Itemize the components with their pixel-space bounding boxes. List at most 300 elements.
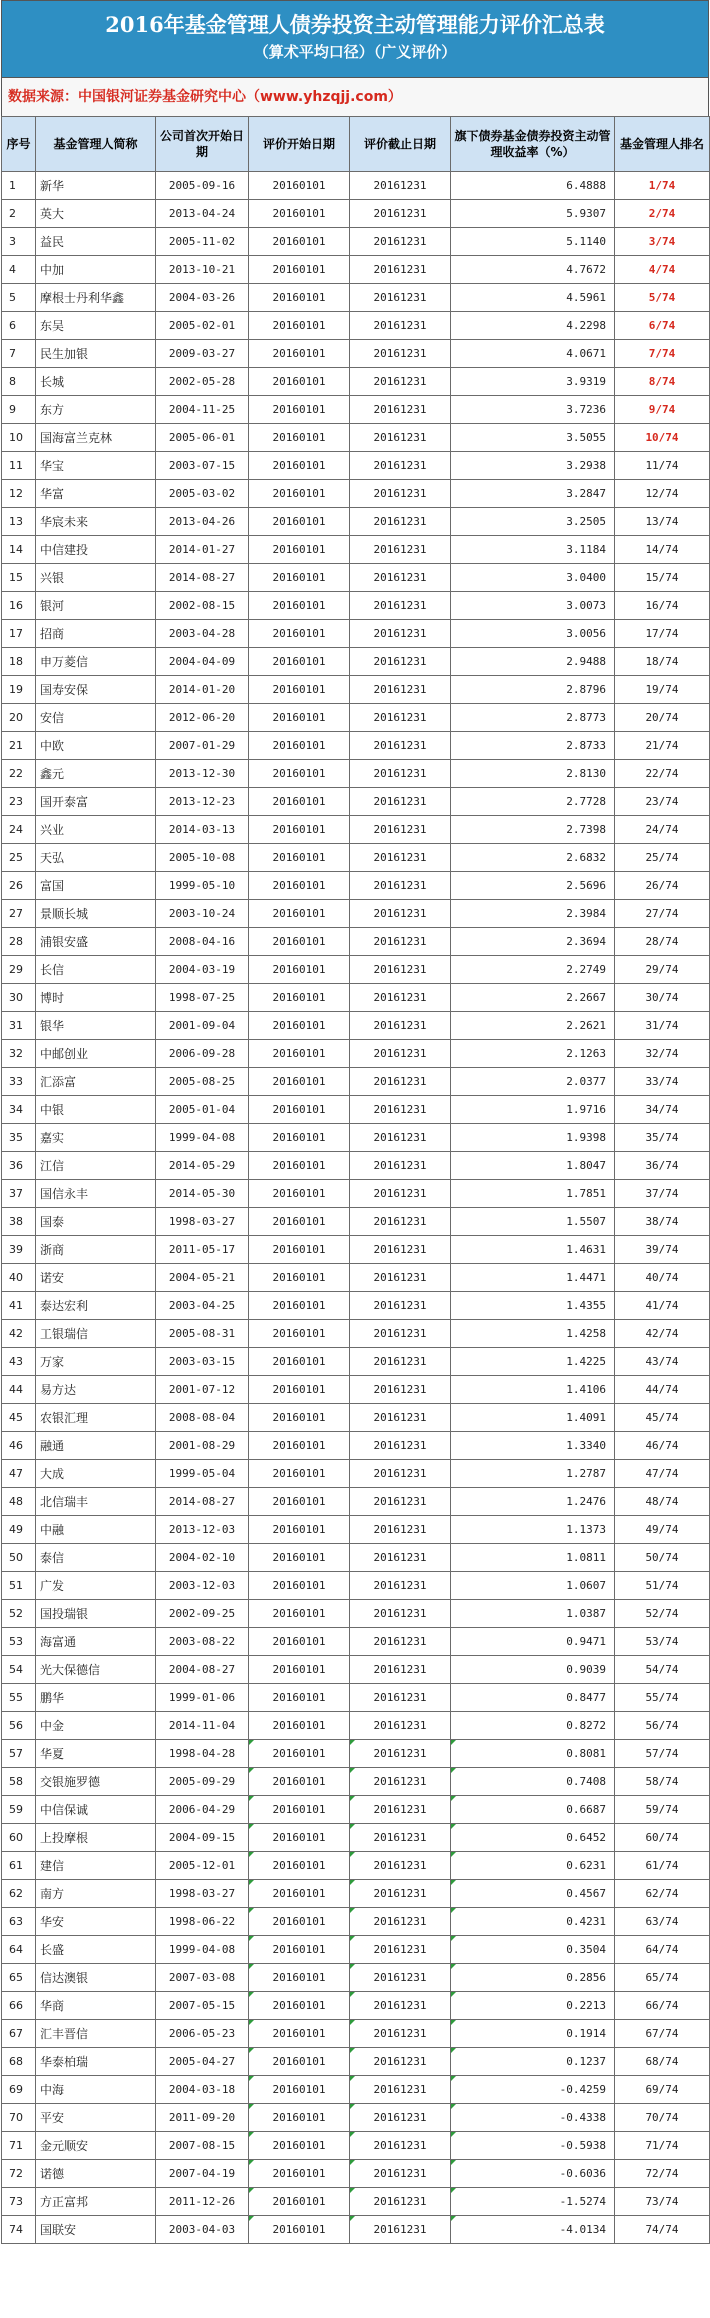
eval-begin-date: 20160101: [249, 1488, 350, 1516]
table-row: [2, 1684, 710, 1712]
table-row: [2, 396, 710, 424]
eval-begin-date: 20160101: [249, 1320, 350, 1348]
eval-begin-date: 20160101: [249, 2132, 350, 2160]
return-value: 5.9307: [451, 200, 615, 228]
table-row: [2, 1180, 710, 1208]
eval-end-date: 20161231: [350, 2160, 451, 2188]
start-date: 2003-07-15: [156, 452, 249, 480]
rank-value: 62/74: [615, 1880, 710, 1908]
start-date: 2014-01-27: [156, 536, 249, 564]
rank-value: 71/74: [615, 2132, 710, 2160]
row-index: 32: [2, 1040, 36, 1068]
eval-begin-date: 20160101: [249, 984, 350, 1012]
rank-value: 43/74: [615, 1348, 710, 1376]
start-date: 2005-04-27: [156, 2048, 249, 2076]
start-date: 2006-09-28: [156, 1040, 249, 1068]
row-index: 38: [2, 1208, 36, 1236]
start-date: 2003-10-24: [156, 900, 249, 928]
return-value: 2.3984: [451, 900, 615, 928]
manager-name: 民生加银: [36, 340, 156, 368]
table-row: [2, 1516, 710, 1544]
rank-value: 72/74: [615, 2160, 710, 2188]
eval-end-date: 20161231: [350, 1264, 451, 1292]
table-row: [2, 508, 710, 536]
rank-value: 25/74: [615, 844, 710, 872]
rank-value: 55/74: [615, 1684, 710, 1712]
return-value: 0.9039: [451, 1656, 615, 1684]
manager-name: 建信: [36, 1852, 156, 1880]
col-header-eval-end: 评价截止日期: [350, 117, 451, 172]
table-row: [2, 1992, 710, 2020]
manager-name: 泰信: [36, 1544, 156, 1572]
manager-name: 中邮创业: [36, 1040, 156, 1068]
rank-value: 8/74: [615, 368, 710, 396]
row-index: 3: [2, 228, 36, 256]
eval-end-date: 20161231: [350, 1824, 451, 1852]
eval-begin-date: 20160101: [249, 2188, 350, 2216]
table-row: [2, 1292, 710, 1320]
manager-name: 中融: [36, 1516, 156, 1544]
eval-begin-date: 20160101: [249, 1572, 350, 1600]
row-index: 29: [2, 956, 36, 984]
manager-name: 嘉实: [36, 1124, 156, 1152]
eval-end-date: 20161231: [350, 900, 451, 928]
eval-begin-date: 20160101: [249, 1096, 350, 1124]
manager-name: 鹏华: [36, 1684, 156, 1712]
start-date: 2011-05-17: [156, 1236, 249, 1264]
start-date: 2007-05-15: [156, 1992, 249, 2020]
return-value: 1.2787: [451, 1460, 615, 1488]
manager-name: 华商: [36, 1992, 156, 2020]
eval-end-date: 20161231: [350, 648, 451, 676]
eval-begin-date: 20160101: [249, 172, 350, 200]
manager-name: 北信瑞丰: [36, 1488, 156, 1516]
return-value: 1.8047: [451, 1152, 615, 1180]
table-row: [2, 424, 710, 452]
eval-begin-date: 20160101: [249, 2076, 350, 2104]
table-row: [2, 1320, 710, 1348]
rank-value: 12/74: [615, 480, 710, 508]
eval-end-date: 20161231: [350, 1488, 451, 1516]
col-header-index: 序号: [2, 117, 36, 172]
eval-end-date: 20161231: [350, 1180, 451, 1208]
eval-end-date: 20161231: [350, 1432, 451, 1460]
return-value: 1.0607: [451, 1572, 615, 1600]
start-date: 2014-05-29: [156, 1152, 249, 1180]
rank-value: 70/74: [615, 2104, 710, 2132]
row-index: 25: [2, 844, 36, 872]
table-row: [2, 1124, 710, 1152]
table-row: [2, 2160, 710, 2188]
rank-value: 26/74: [615, 872, 710, 900]
row-index: 59: [2, 1796, 36, 1824]
report-title: 2016年基金管理人债券投资主动管理能力评价汇总表: [105, 12, 605, 37]
eval-end-date: 20161231: [350, 2216, 451, 2244]
return-value: 0.6452: [451, 1824, 615, 1852]
manager-name: 光大保德信: [36, 1656, 156, 1684]
start-date: 2003-12-03: [156, 1572, 249, 1600]
eval-begin-date: 20160101: [249, 564, 350, 592]
table-row: [2, 340, 710, 368]
rank-value: 34/74: [615, 1096, 710, 1124]
manager-name: 摩根士丹利华鑫: [36, 284, 156, 312]
row-index: 33: [2, 1068, 36, 1096]
start-date: 2004-02-10: [156, 1544, 249, 1572]
eval-begin-date: 20160101: [249, 1824, 350, 1852]
manager-name: 工银瑞信: [36, 1320, 156, 1348]
row-index: 52: [2, 1600, 36, 1628]
title-banner: [1, 0, 709, 78]
return-value: 1.4106: [451, 1376, 615, 1404]
return-value: 1.4258: [451, 1320, 615, 1348]
table-row: [2, 1012, 710, 1040]
start-date: 2014-08-27: [156, 1488, 249, 1516]
manager-name: 国开泰富: [36, 788, 156, 816]
start-date: 1999-01-06: [156, 1684, 249, 1712]
eval-end-date: 20161231: [350, 1796, 451, 1824]
rank-value: 18/74: [615, 648, 710, 676]
table-row: [2, 256, 710, 284]
manager-name: 申万菱信: [36, 648, 156, 676]
manager-name: 万家: [36, 1348, 156, 1376]
manager-name: 泰达宏利: [36, 1292, 156, 1320]
return-value: -0.4259: [451, 2076, 615, 2104]
table-row: [2, 984, 710, 1012]
start-date: 2004-08-27: [156, 1656, 249, 1684]
eval-begin-date: 20160101: [249, 312, 350, 340]
start-date: 2003-04-03: [156, 2216, 249, 2244]
manager-name: 平安: [36, 2104, 156, 2132]
col-header-eval-begin: 评价开始日期: [249, 117, 350, 172]
table-row: [2, 1712, 710, 1740]
return-value: 5.1140: [451, 228, 615, 256]
rank-value: 48/74: [615, 1488, 710, 1516]
rank-value: 67/74: [615, 2020, 710, 2048]
eval-end-date: 20161231: [350, 1908, 451, 1936]
eval-end-date: 20161231: [350, 732, 451, 760]
table-row: [2, 1852, 710, 1880]
row-index: 8: [2, 368, 36, 396]
table-row: [2, 2216, 710, 2244]
table-row: [2, 956, 710, 984]
rank-value: 45/74: [615, 1404, 710, 1432]
eval-begin-date: 20160101: [249, 1964, 350, 1992]
table-row: [2, 1796, 710, 1824]
table-row: [2, 1936, 710, 1964]
return-value: 1.9716: [451, 1096, 615, 1124]
return-value: 2.5696: [451, 872, 615, 900]
return-value: 0.7408: [451, 1768, 615, 1796]
eval-begin-date: 20160101: [249, 508, 350, 536]
start-date: 2002-08-15: [156, 592, 249, 620]
start-date: 2013-12-23: [156, 788, 249, 816]
start-date: 2012-06-20: [156, 704, 249, 732]
start-date: 2014-03-13: [156, 816, 249, 844]
eval-begin-date: 20160101: [249, 2104, 350, 2132]
return-value: 2.6832: [451, 844, 615, 872]
row-index: 66: [2, 1992, 36, 2020]
ranking-table: [1, 116, 710, 2244]
eval-begin-date: 20160101: [249, 1348, 350, 1376]
eval-end-date: 20161231: [350, 1124, 451, 1152]
manager-name: 大成: [36, 1460, 156, 1488]
row-index: 68: [2, 2048, 36, 2076]
eval-begin-date: 20160101: [249, 704, 350, 732]
eval-begin-date: 20160101: [249, 1908, 350, 1936]
eval-end-date: 20161231: [350, 2076, 451, 2104]
row-index: 28: [2, 928, 36, 956]
manager-name: 南方: [36, 1880, 156, 1908]
eval-end-date: 20161231: [350, 620, 451, 648]
rank-value: 40/74: [615, 1264, 710, 1292]
row-index: 60: [2, 1824, 36, 1852]
start-date: 1999-04-08: [156, 1936, 249, 1964]
manager-name: 中欧: [36, 732, 156, 760]
start-date: 2005-08-31: [156, 1320, 249, 1348]
start-date: 2004-05-21: [156, 1264, 249, 1292]
return-value: 2.9488: [451, 648, 615, 676]
rank-value: 14/74: [615, 536, 710, 564]
manager-name: 华夏: [36, 1740, 156, 1768]
eval-begin-date: 20160101: [249, 956, 350, 984]
rank-value: 58/74: [615, 1768, 710, 1796]
eval-end-date: 20161231: [350, 1600, 451, 1628]
row-index: 55: [2, 1684, 36, 1712]
eval-begin-date: 20160101: [249, 1600, 350, 1628]
table-row: [2, 200, 710, 228]
eval-begin-date: 20160101: [249, 1432, 350, 1460]
row-index: 11: [2, 452, 36, 480]
row-index: 73: [2, 2188, 36, 2216]
manager-name: 中银: [36, 1096, 156, 1124]
return-value: 1.4631: [451, 1236, 615, 1264]
row-index: 17: [2, 620, 36, 648]
table-row: [2, 620, 710, 648]
eval-end-date: 20161231: [350, 1964, 451, 1992]
eval-begin-date: 20160101: [249, 1712, 350, 1740]
start-date: 2005-06-01: [156, 424, 249, 452]
rank-value: 36/74: [615, 1152, 710, 1180]
return-value: 3.2505: [451, 508, 615, 536]
eval-end-date: 20161231: [350, 2020, 451, 2048]
table-row: [2, 228, 710, 256]
start-date: 1998-03-27: [156, 1880, 249, 1908]
manager-name: 长信: [36, 956, 156, 984]
start-date: 2004-03-19: [156, 956, 249, 984]
row-index: 71: [2, 2132, 36, 2160]
return-value: 3.1184: [451, 536, 615, 564]
row-index: 5: [2, 284, 36, 312]
eval-end-date: 20161231: [350, 1936, 451, 1964]
eval-end-date: 20161231: [350, 1012, 451, 1040]
return-value: 4.2298: [451, 312, 615, 340]
return-value: 3.9319: [451, 368, 615, 396]
rank-value: 54/74: [615, 1656, 710, 1684]
table-row: [2, 452, 710, 480]
data-source-note: 数据来源：中国银河证券基金研究中心（www.yhzqjj.com）: [1, 78, 709, 116]
eval-begin-date: 20160101: [249, 536, 350, 564]
eval-end-date: 20161231: [350, 1068, 451, 1096]
eval-end-date: 20161231: [350, 760, 451, 788]
table-row: [2, 368, 710, 396]
row-index: 23: [2, 788, 36, 816]
eval-end-date: 20161231: [350, 1516, 451, 1544]
row-index: 22: [2, 760, 36, 788]
start-date: 2005-08-25: [156, 1068, 249, 1096]
rank-value: 6/74: [615, 312, 710, 340]
start-date: 2005-02-01: [156, 312, 249, 340]
rank-value: 74/74: [615, 2216, 710, 2244]
row-index: 13: [2, 508, 36, 536]
manager-name: 中信建投: [36, 536, 156, 564]
manager-name: 富国: [36, 872, 156, 900]
table-body: [2, 172, 710, 2244]
return-value: 1.3340: [451, 1432, 615, 1460]
manager-name: 中加: [36, 256, 156, 284]
manager-name: 江信: [36, 1152, 156, 1180]
manager-name: 华宸未来: [36, 508, 156, 536]
eval-begin-date: 20160101: [249, 1040, 350, 1068]
col-header-start-date: 公司首次开始日期: [156, 117, 249, 172]
eval-end-date: 20161231: [350, 872, 451, 900]
start-date: 2008-04-16: [156, 928, 249, 956]
table-row: [2, 1152, 710, 1180]
rank-value: 10/74: [615, 424, 710, 452]
row-index: 51: [2, 1572, 36, 1600]
rank-value: 57/74: [615, 1740, 710, 1768]
table-row: [2, 816, 710, 844]
col-header-manager: 基金管理人简称: [36, 117, 156, 172]
row-index: 40: [2, 1264, 36, 1292]
eval-begin-date: 20160101: [249, 1796, 350, 1824]
eval-end-date: 20161231: [350, 1684, 451, 1712]
eval-begin-date: 20160101: [249, 816, 350, 844]
table-row: [2, 1572, 710, 1600]
return-value: 3.2938: [451, 452, 615, 480]
table-row: [2, 1348, 710, 1376]
row-index: 35: [2, 1124, 36, 1152]
rank-value: 60/74: [615, 1824, 710, 1852]
return-value: 2.1263: [451, 1040, 615, 1068]
start-date: 2013-12-03: [156, 1516, 249, 1544]
start-date: 2003-04-25: [156, 1292, 249, 1320]
eval-end-date: 20161231: [350, 1348, 451, 1376]
eval-end-date: 20161231: [350, 2104, 451, 2132]
eval-begin-date: 20160101: [249, 2160, 350, 2188]
rank-value: 11/74: [615, 452, 710, 480]
start-date: 2005-11-02: [156, 228, 249, 256]
return-value: 0.4567: [451, 1880, 615, 1908]
row-index: 6: [2, 312, 36, 340]
manager-name: 海富通: [36, 1628, 156, 1656]
return-value: -0.5938: [451, 2132, 615, 2160]
rank-value: 63/74: [615, 1908, 710, 1936]
table-row: [2, 2076, 710, 2104]
eval-end-date: 20161231: [350, 312, 451, 340]
eval-begin-date: 20160101: [249, 1852, 350, 1880]
table-row: [2, 900, 710, 928]
eval-end-date: 20161231: [350, 508, 451, 536]
return-value: 3.0056: [451, 620, 615, 648]
eval-begin-date: 20160101: [249, 732, 350, 760]
table-row: [2, 788, 710, 816]
eval-begin-date: 20160101: [249, 368, 350, 396]
manager-name: 广发: [36, 1572, 156, 1600]
table-row: [2, 1040, 710, 1068]
table-row: [2, 284, 710, 312]
table-row: [2, 480, 710, 508]
eval-end-date: 20161231: [350, 200, 451, 228]
rank-value: 9/74: [615, 396, 710, 424]
row-index: 39: [2, 1236, 36, 1264]
return-value: 0.9471: [451, 1628, 615, 1656]
return-value: 0.1914: [451, 2020, 615, 2048]
eval-begin-date: 20160101: [249, 1768, 350, 1796]
eval-begin-date: 20160101: [249, 2020, 350, 2048]
return-value: -0.4338: [451, 2104, 615, 2132]
eval-end-date: 20161231: [350, 956, 451, 984]
rank-value: 56/74: [615, 1712, 710, 1740]
manager-name: 中信保诚: [36, 1796, 156, 1824]
start-date: 2004-11-25: [156, 396, 249, 424]
eval-end-date: 20161231: [350, 2048, 451, 2076]
eval-begin-date: 20160101: [249, 928, 350, 956]
row-index: 37: [2, 1180, 36, 1208]
rank-value: 20/74: [615, 704, 710, 732]
rank-value: 66/74: [615, 1992, 710, 2020]
table-row: [2, 704, 710, 732]
eval-end-date: 20161231: [350, 592, 451, 620]
eval-end-date: 20161231: [350, 1628, 451, 1656]
start-date: 2006-05-23: [156, 2020, 249, 2048]
table-row: [2, 312, 710, 340]
manager-name: 中海: [36, 2076, 156, 2104]
row-index: 27: [2, 900, 36, 928]
eval-begin-date: 20160101: [249, 760, 350, 788]
row-index: 2: [2, 200, 36, 228]
eval-end-date: 20161231: [350, 1880, 451, 1908]
start-date: 2013-04-26: [156, 508, 249, 536]
eval-end-date: 20161231: [350, 1404, 451, 1432]
return-value: 0.8081: [451, 1740, 615, 1768]
start-date: 2005-12-01: [156, 1852, 249, 1880]
eval-end-date: 20161231: [350, 1292, 451, 1320]
eval-end-date: 20161231: [350, 2188, 451, 2216]
eval-begin-date: 20160101: [249, 452, 350, 480]
return-value: 0.3504: [451, 1936, 615, 1964]
return-value: 0.2213: [451, 1992, 615, 2020]
return-value: 1.1373: [451, 1516, 615, 1544]
manager-name: 浙商: [36, 1236, 156, 1264]
eval-end-date: 20161231: [350, 788, 451, 816]
row-index: 24: [2, 816, 36, 844]
table-row: [2, 1908, 710, 1936]
table-row: [2, 1068, 710, 1096]
return-value: 2.7398: [451, 816, 615, 844]
row-index: 64: [2, 1936, 36, 1964]
start-date: 2007-01-29: [156, 732, 249, 760]
rank-value: 73/74: [615, 2188, 710, 2216]
row-index: 43: [2, 1348, 36, 1376]
row-index: 50: [2, 1544, 36, 1572]
rank-value: 19/74: [615, 676, 710, 704]
rank-value: 64/74: [615, 1936, 710, 1964]
eval-end-date: 20161231: [350, 984, 451, 1012]
eval-begin-date: 20160101: [249, 424, 350, 452]
table-row: [2, 2132, 710, 2160]
manager-name: 汇丰晋信: [36, 2020, 156, 2048]
return-value: 3.5055: [451, 424, 615, 452]
